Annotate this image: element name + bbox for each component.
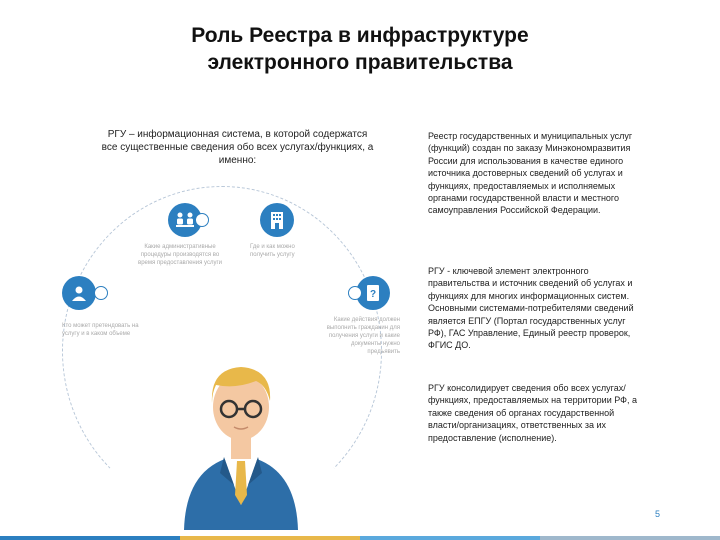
footer-segment	[360, 536, 540, 540]
intro-text: РГУ – информационная система, в которой содержатся все существенные сведения обо всех услугах/функциях, а именно:	[101, 129, 374, 166]
title-line-1: Роль Реестра в инфраструктуре	[191, 24, 529, 47]
paragraph-registry: Реестр государственных и муниципальных услуг (функций) создан по заказу Минэкономразвития России для использования в качестве единого источника достоверных сведений об услугах и функциях, предоставляемых и исполняемых органами государственной власти и местного самоуправления Российской Федерации.	[428, 131, 633, 216]
paragraph-key-element: РГУ - ключевой элемент электронного правительства и источник сведений об услугах и функциях для многих информационных систем. Основными системами-потребителями сведений является ЕПГУ (Портал государственных услуг РФ), ГАС Управление, Единый реестр проверок, ФГИС ДО.	[428, 266, 634, 351]
node-marker	[195, 213, 209, 227]
caption-where-how: Где и как можно получить услугу	[250, 244, 295, 258]
footer-segment	[180, 536, 360, 540]
paragraph-consolidates: РГУ консолидирует сведения обо всех услугах/функциях, предоставляемых на территории РФ, а также сведения об органах государственной власти/организациях, ответственных за их предоставление (исполнение).	[428, 383, 637, 443]
node-marker	[94, 286, 108, 300]
footer-segment	[0, 536, 180, 540]
building-icon	[260, 203, 294, 237]
slide-title	[110, 22, 610, 76]
businessman-icon	[176, 345, 306, 530]
svg-text:?: ?	[369, 289, 377, 300]
caption-procedures: Какие административные процедуры производятся во время предоставления услуги	[138, 244, 222, 266]
footer-segment	[540, 536, 720, 540]
user-card-icon	[62, 276, 96, 310]
page-number: 5	[655, 509, 661, 519]
footer-color-bar	[0, 536, 720, 540]
caption-who: Кто может претендовать на услугу и в каком объеме	[62, 323, 139, 337]
caption-actions: Какие действия должен выполнить гражданин для получения услуги и какие документы нужно предъявить	[326, 317, 400, 355]
node-marker	[348, 286, 362, 300]
title-line-2: электронного правительства	[207, 51, 513, 74]
